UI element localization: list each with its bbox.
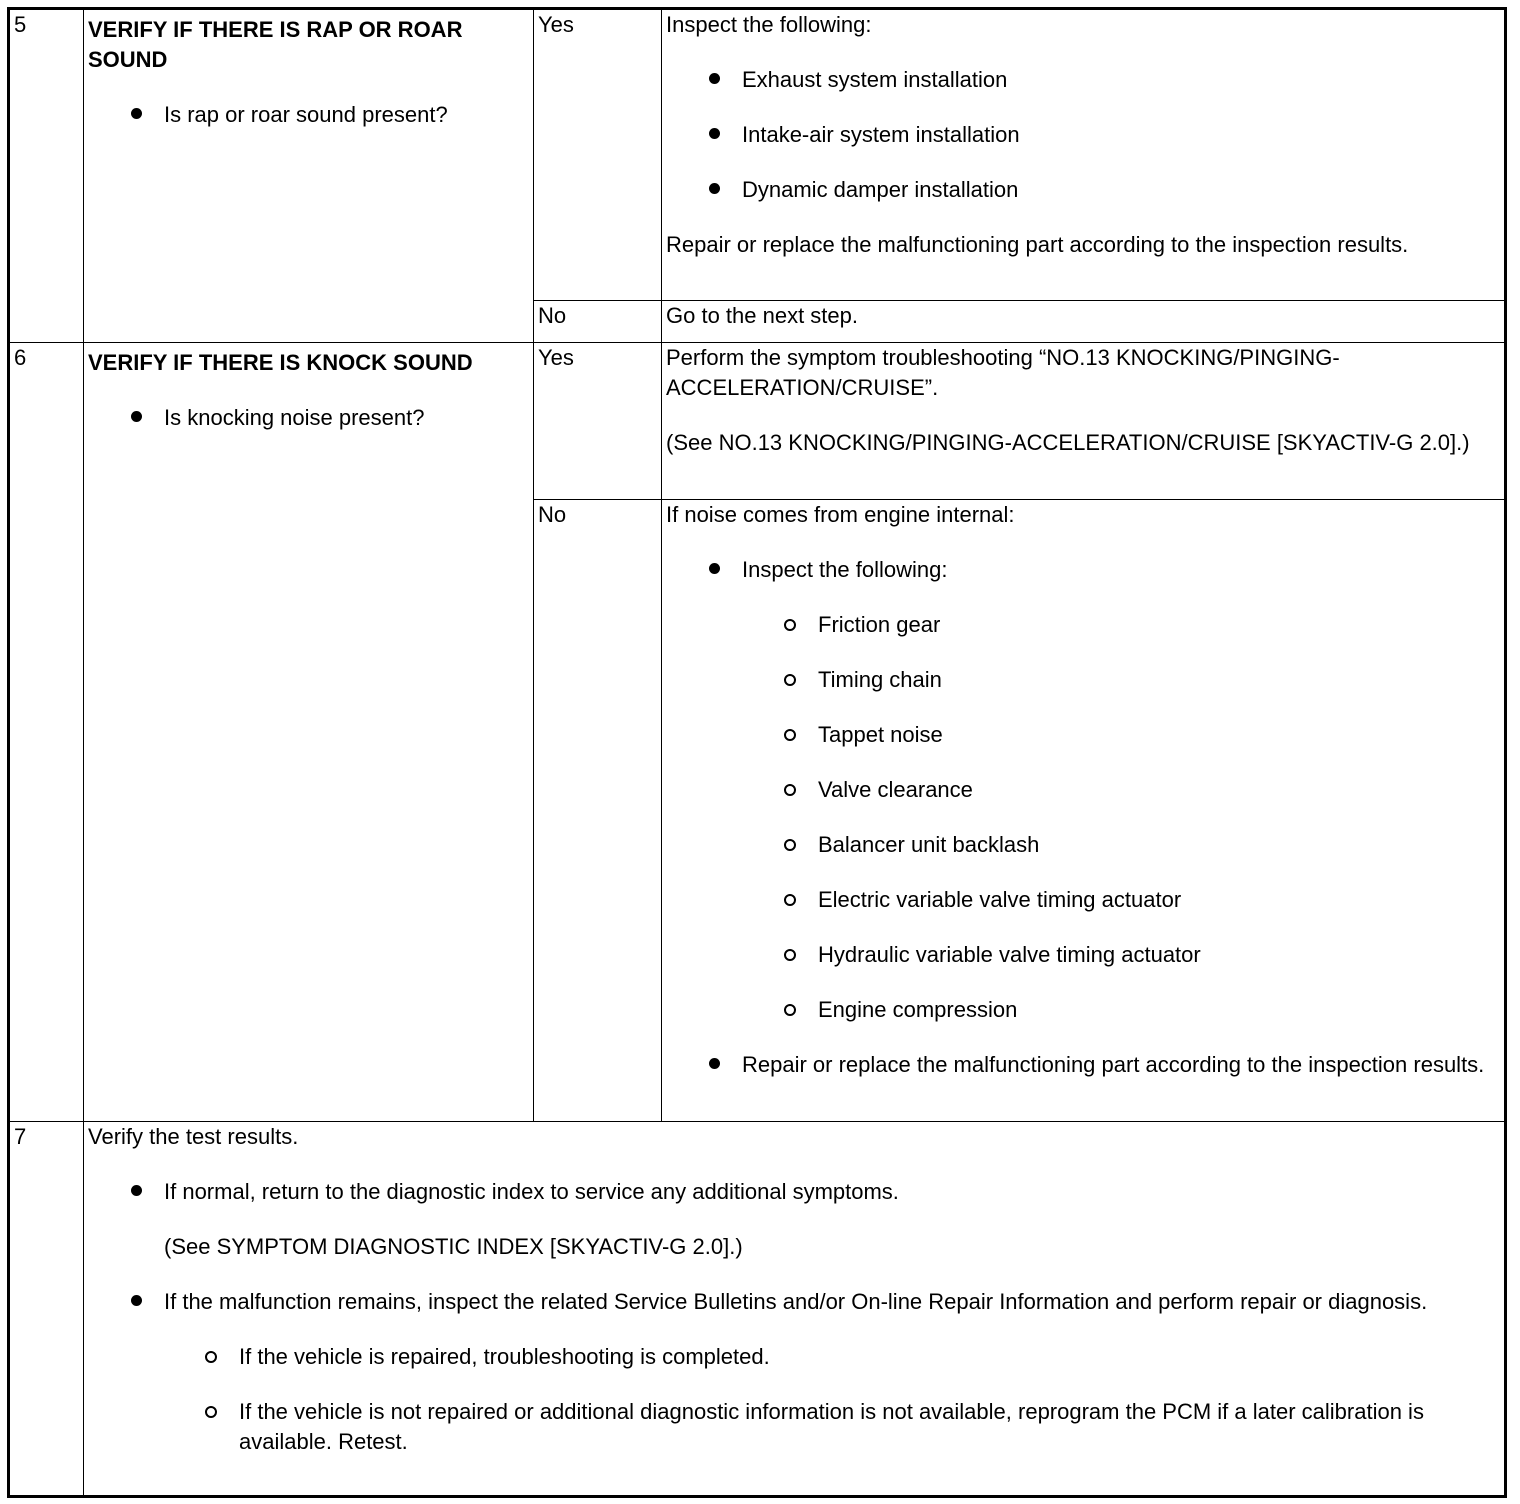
inspect-subitem: Valve clearance — [818, 775, 1500, 805]
inspect-subitem: Friction gear — [818, 610, 1500, 640]
action-cell — [662, 500, 1506, 1122]
answer-yes: Yes — [534, 9, 662, 301]
step-6-question-cell — [84, 343, 534, 1122]
inspect-subitem: Engine compression — [818, 995, 1500, 1025]
reference-text: (See SYMPTOM DIAGNOSTIC INDEX [SKYACTIV-G 2.0].) — [164, 1234, 743, 1259]
result-bullet-text: If the malfunction remains, inspect the related Service Bulletins and/or On-line Repair Information and perform repair or diagnosis. — [164, 1289, 1428, 1314]
step-7-row — [9, 1122, 1506, 1497]
step-number: 5 — [9, 9, 84, 343]
step-number: 6 — [9, 343, 84, 1122]
inspect-bullet — [742, 555, 1500, 1025]
question: Is knocking noise present? — [164, 403, 529, 433]
inspect-subitem: Hydraulic variable valve timing actuator — [818, 940, 1500, 970]
step-title: VERIFY IF THERE IS KNOCK SOUND — [88, 350, 473, 375]
result-subitem: If the vehicle is repaired, troubleshooting is completed. — [239, 1342, 1500, 1372]
inspect-subitem: Timing chain — [818, 665, 1500, 695]
step-5-question-cell — [84, 9, 534, 343]
inspect-bullet-label: Inspect the following: — [742, 557, 948, 582]
answer-no: No — [534, 500, 662, 1122]
answer-yes: Yes — [534, 343, 662, 500]
inspect-subitem: Electric variable valve timing actuator — [818, 885, 1500, 915]
reference-text: (See NO.13 KNOCKING/PINGING-ACCELERATION/CRUISE [SKYACTIV-G 2.0].) — [666, 430, 1470, 455]
inspect-subitem: Tappet noise — [818, 720, 1500, 750]
answer-no: No — [534, 301, 662, 343]
result-bullet-text: If normal, return to the diagnostic index to service any additional symptoms. — [164, 1179, 899, 1204]
step-6-yes-row — [9, 343, 1506, 500]
action-intro: If noise comes from engine internal: — [666, 502, 1015, 527]
action-outro: Repair or replace the malfunctioning part according to the inspection results. — [666, 232, 1409, 257]
inspect-item: Intake-air system installation — [742, 120, 1500, 150]
step-number: 7 — [9, 1122, 84, 1497]
step-5-yes-row — [9, 9, 1506, 301]
action-cell — [662, 9, 1506, 301]
diagnostic-table — [7, 7, 1507, 1498]
repair-bullet: Repair or replace the malfunctioning part according to the inspection results. — [742, 1050, 1500, 1080]
step-intro: Verify the test results. — [88, 1124, 299, 1149]
result-subitem: If the vehicle is not repaired or additional diagnostic information is not available, reprogram the PCM if a later calibration is available. Retest. — [239, 1397, 1500, 1457]
question: Is rap or roar sound present? — [164, 100, 529, 130]
action-cell — [662, 343, 1506, 500]
action-intro: Inspect the following: — [666, 12, 872, 37]
action-cell: Go to the next step. — [662, 301, 1506, 343]
inspect-item: Dynamic damper installation — [742, 175, 1500, 205]
step-title: VERIFY IF THERE IS RAP OR ROAR SOUND — [88, 17, 463, 72]
action-text: Perform the symptom troubleshooting “NO.13 KNOCKING/PINGING-ACCELERATION/CRUISE”. — [666, 345, 1340, 400]
inspect-subitem: Balancer unit backlash — [818, 830, 1500, 860]
inspect-item: Exhaust system installation — [742, 65, 1500, 95]
step-7-content — [84, 1122, 1506, 1497]
result-bullet — [164, 1177, 1500, 1262]
result-bullet — [164, 1287, 1500, 1457]
